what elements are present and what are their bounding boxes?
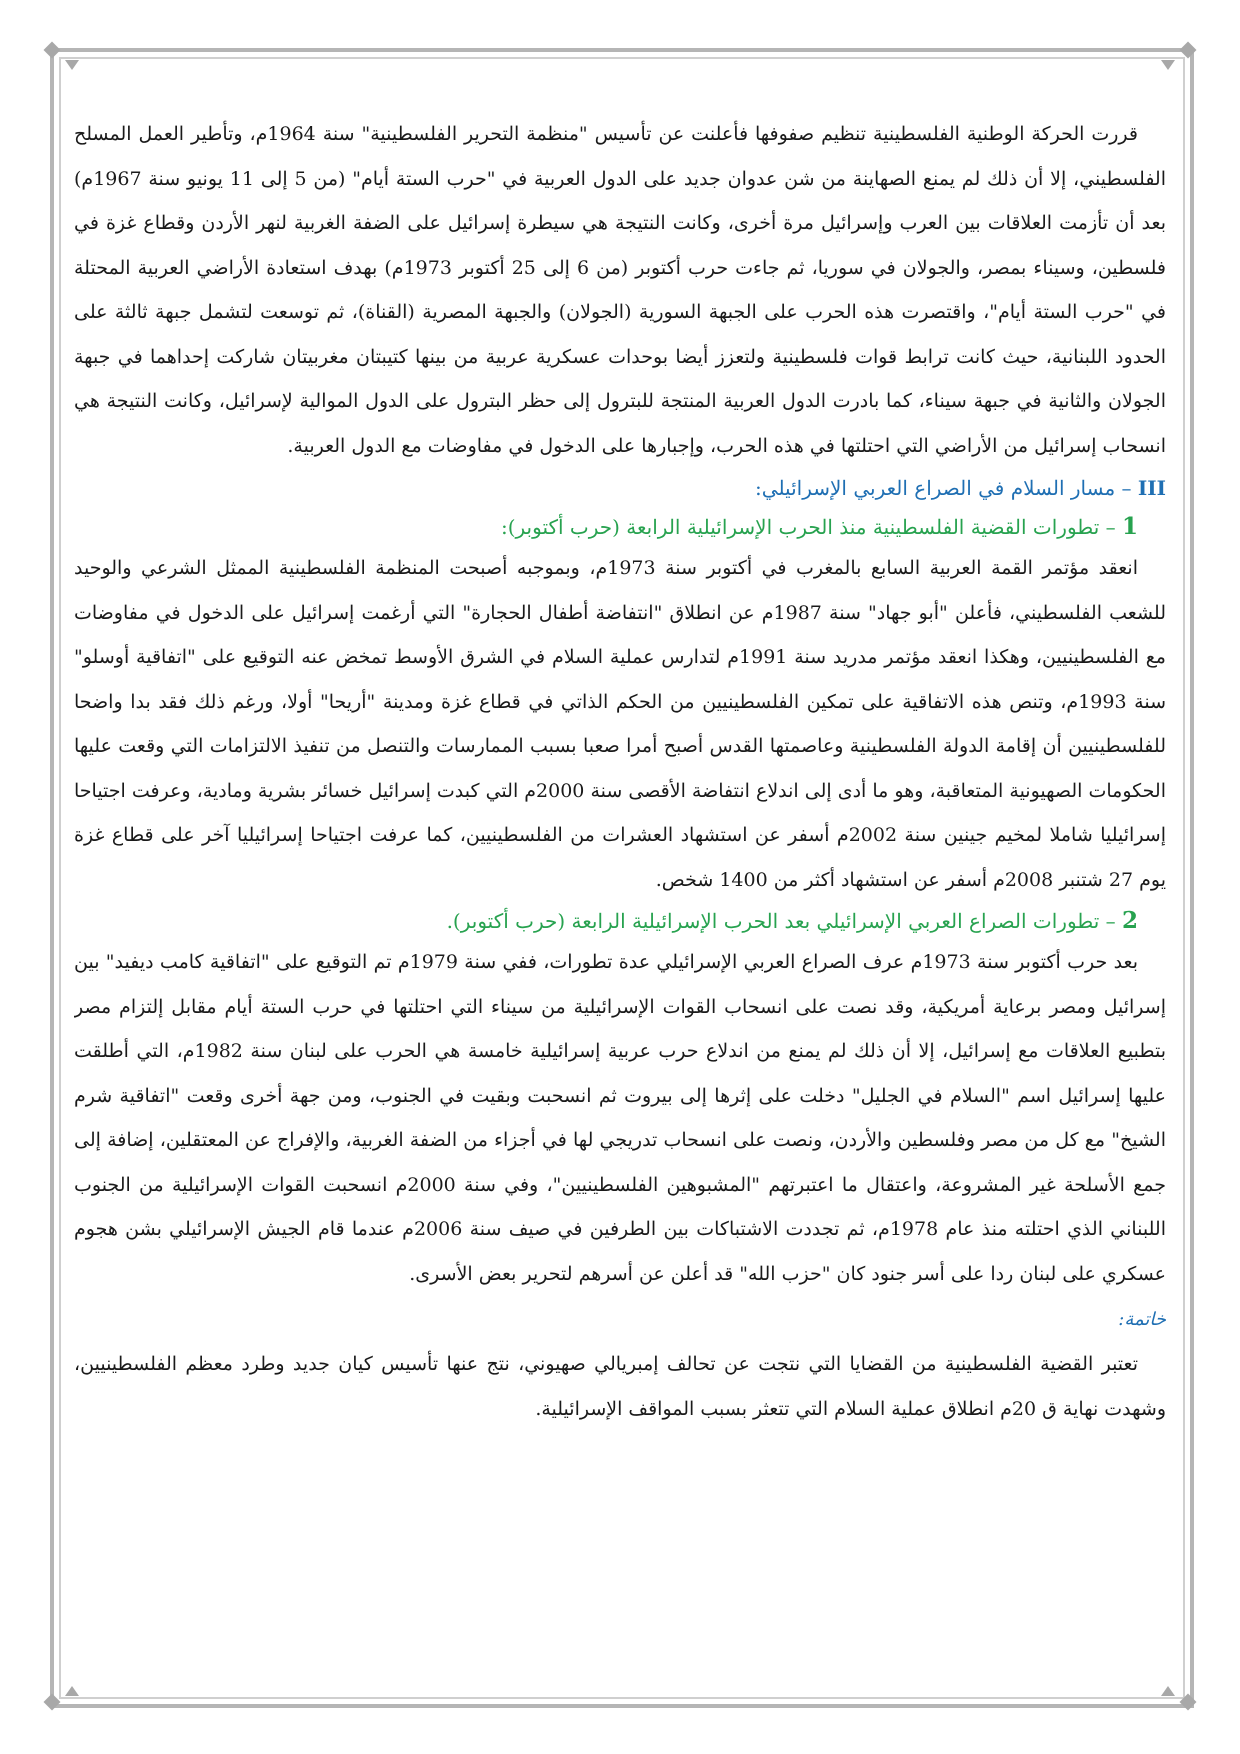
- subsection-1-paragraph: انعقد مؤتمر القمة العربية السابع بالمغرب في أكتوبر سنة 1973م، وبموجبه أصبحت المنظمة الفلسطينية الممثل الشرعي والوحيد للشعب الفلسطيني، فأعلن "أبو جهاد" سنة 1987م عن انطلاق "انتفاضة أطفال الحجارة" التي أرغمت إسرائيل على الدخول في مفاوضات مع الفلسطينيين، وهكذا انعقد مؤتمر مدريد سنة 1991م لتدارس عملية السلام في الشرق الأوسط تمخض عنه التوقيع على "اتفاقية أوسلو" سنة 1993م، وتنص هذه الاتفاقية على تمكين الفلسطينيين من الحكم الذاتي في قطاع غزة ومدينة "أريحا" أولا، ورغم ذلك فقد بدا واضحا للفلسطينيين أن إقامة الدولة الفلسطينية وعاصمتها القدس أصبح أمرا صعبا بسبب الممارسات والتنصل من تنفيذ الالتزامات التي وقعت عليها الحكومات الصهيونية المتعاقبة، وهو ما أدى إلى اندلاع انتفاضة الأقصى سنة 2000م التي كبدت إسرائيل خسائر بشرية ومادية، وعرفت اجتياحا إسرائيليا شاملا لمخيم جينين سنة 2002م أسفر عن استشهاد العشرات من الفلسطينيين، كما عرفت اجتياحا إسرائيليا آخر على قطاع غزة يوم 27 شتنبر 2008م أسفر عن استشهاد أكثر من 1400 شخص.: [74, 557, 1166, 891]
- section-title: – مسار السلام في الصراع العربي الإسرائيلي:: [755, 476, 1138, 500]
- border-arrow-bottom-right: [1161, 1686, 1175, 1696]
- conclusion-paragraph: تعتبر القضية الفلسطينية من القضايا التي نتجت عن تحالف إمبريالي صهيوني، نتج عنها تأسيس كيان جديد وطرد معظم الفلسطينيين، وشهدت نهاية ق 20م انطلاق عملية السلام التي تتعثر بسبب المواقف الإسرائيلية.: [74, 1353, 1166, 1420]
- subsection-1-title: – تطورات القضية الفلسطينية منذ الحرب الإسرائيلية الرابعة (حرب أكتوبر):: [500, 515, 1122, 539]
- conclusion-heading: خاتمة:: [1118, 1309, 1166, 1330]
- border-arrow-top-right: [1161, 60, 1175, 70]
- subsection-heading-2: [74, 902, 1166, 940]
- subsection-2-title: – تطورات الصراع العربي الإسرائيلي بعد الحرب الإسرائيلية الرابعة (حرب أكتوبر).: [446, 909, 1122, 933]
- subsection-2-number: 2: [1121, 907, 1138, 934]
- border-arrow-bottom-left: [65, 1686, 79, 1696]
- subsection-heading-1: [74, 508, 1166, 546]
- subsection-1-number: 1: [1121, 513, 1138, 540]
- intro-paragraph: قررت الحركة الوطنية الفلسطينية تنظيم صفوفها فأعلنت عن تأسيس "منظمة التحرير الفلسطينية" سنة 1964م، وتأطير العمل المسلح الفلسطيني، إلا أن ذلك لم يمنع الصهاينة من شن عدوان جديد على الدول العربية في "حرب الستة أيام" (من 5 إلى 11 يونيو سنة 1967م) بعد أن تأزمت العلاقات بين العرب وإسرائيل مرة أخرى، وكانت النتيجة هي سيطرة إسرائيل على الضفة الغربية لنهر الأردن وقطاع غزة في فلسطين، وسيناء بمصر، والجولان في سوريا، ثم جاءت حرب أكتوبر (من 6 إلى 25 أكتوبر 1973م) بهدف استعادة الأراضي العربية المحتلة في "حرب الستة أيام"، واقتصرت هذه الحرب على الجبهة السورية (الجولان) والجبهة المصرية (القناة)، ثم توسعت لتشمل جبهة ثالثة على الحدود اللبنانية، حيث كانت ترابط قوات فلسطينية ولتعزز أيضا بوحدات عسكرية عربية من بينها كتيبتان مغربيتان شاركت إحداهما في جبهة الجولان والثانية في جبهة سيناء، كما بادرت الدول العربية المنتجة للبترول إلى حظر البترول على الدول الموالية لإسرائيل، وكانت النتيجة هي انسحاب إسرائيل من الأراضي التي احتلتها في هذه الحرب، وإجبارها على الدخول في مفاوضات مع الدول العربية.: [74, 123, 1166, 457]
- document-body: [74, 112, 1166, 1582]
- subsection-2-paragraph: بعد حرب أكتوبر سنة 1973م عرف الصراع العربي الإسرائيلي عدة تطورات، ففي سنة 1979م تم التوقيع على "اتفاقية كامب ديفيد" بين إسرائيل ومصر برعاية أمريكية، وقد نصت على انسحاب القوات الإسرائيلية من سيناء التي احتلتها في حرب الستة أيام مقابل إلتزام مصر بتطبيع العلاقات مع إسرائيل، إلا أن ذلك لم يمنع من اندلاع حرب عربية إسرائيلية خامسة هي الحرب على لبنان سنة 1982م، التي أطلقت عليها إسرائيل اسم "السلام في الجليل" دخلت على إثرها إلى بيروت ثم انسحبت وبقيت في الجنوب، ومن جهة أخرى وقعت "اتفاقية شرم الشيخ" مع كل من مصر وفلسطين والأردن، ونصت على انسحاب تدريجي لها في أجزاء من الضفة الغربية، والإفراج عن المعتقلين، إضافة إلى جمع الأسلحة غير المشروعة، واعتقال ما اعتبرتهم "المشبوهين الفلسطينيين"، وفي سنة 2000م انسحبت القوات الإسرائيلية من الجنوب اللبناني الذي احتلته منذ عام 1978م، ثم تجددت الاشتباكات بين الطرفين في صيف سنة 2006م عندما قام الجيش الإسرائيلي بشن هجوم عسكري على لبنان ردا على أسر جنود كان "حزب الله" قد أعلن عن أسرهم لتحرير بعض الأسرى.: [74, 951, 1166, 1285]
- border-arrow-top-left: [65, 60, 79, 70]
- section-number: III: [1137, 476, 1166, 500]
- section-heading-peace-process: [74, 468, 1166, 508]
